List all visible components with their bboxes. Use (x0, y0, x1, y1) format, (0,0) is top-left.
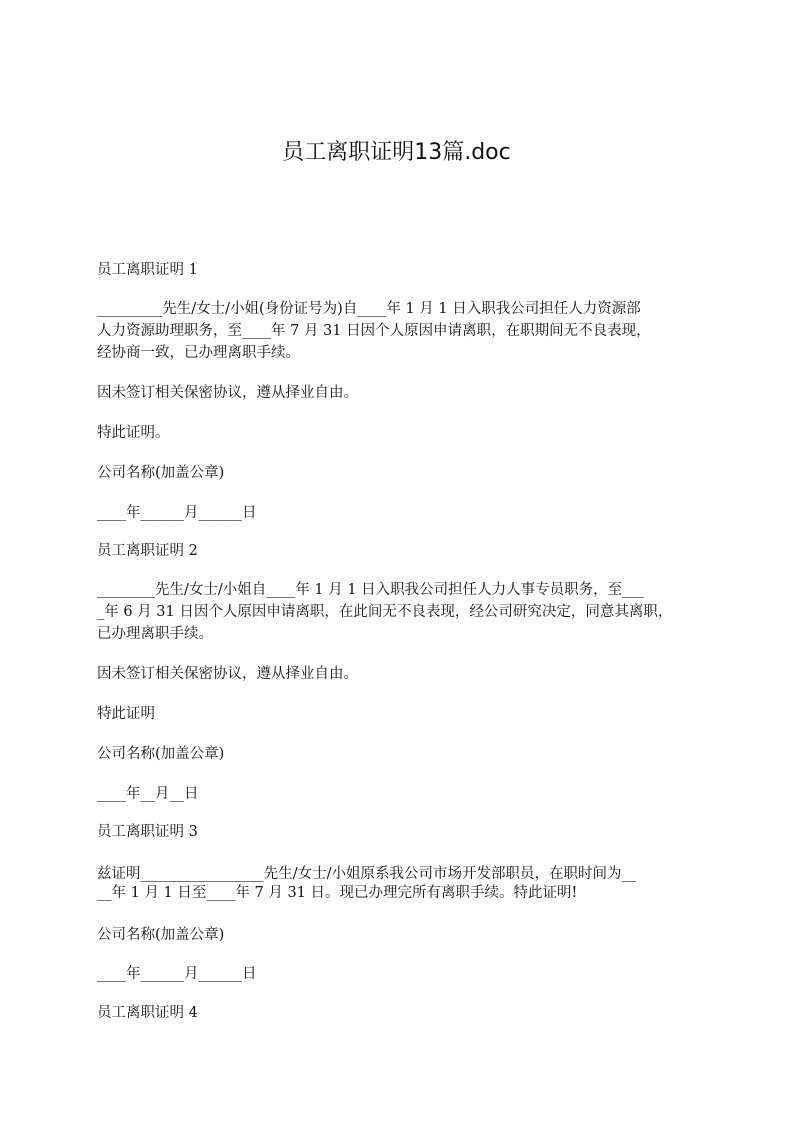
section-heading-1: 员工离职证明 1 (97, 262, 198, 278)
date-line: ____年______月______日 (97, 505, 257, 521)
paragraph-line: 因未签订相关保密协议，遵从择业自由。 (97, 385, 358, 401)
paragraph-line: 兹证明_________________先生/女士/小姐原系我公司市场开发部职员，在职时间为__ (97, 866, 637, 882)
document-title: 员工离职证明13篇.doc (282, 140, 511, 165)
paragraph-line: 因未签订相关保密协议，遵从择业自由。 (97, 666, 358, 682)
section-heading-2: 员工离职证明 2 (97, 543, 198, 559)
company-name-line: 公司名称(加盖公章) (97, 465, 225, 481)
paragraph-line: 特此证明 (97, 706, 155, 722)
paragraph-line: 已办理离职手续。 (97, 626, 213, 642)
section-heading-4: 员工离职证明 4 (97, 1005, 198, 1021)
paragraph-line: _年 6 月 31 日因个人原因申请离职，在此间无不良表现，经公司研究决定，同意其离职， (97, 604, 673, 620)
date-line: ____年______月______日 (97, 966, 257, 982)
section-heading-3: 员工离职证明 3 (97, 824, 198, 840)
company-name-line: 公司名称(加盖公章) (97, 927, 225, 943)
paragraph-line: 经协商一致，已办理离职手续。 (97, 345, 300, 361)
paragraph-line: 特此证明。 (97, 425, 170, 441)
company-name-line: 公司名称(加盖公章) (97, 746, 225, 762)
paragraph-line: _________先生/女士/小姐(身份证号为)自____年 1 月 1 日入职我公司担任人力资源部 (97, 301, 641, 317)
paragraph-line: ________先生/女士/小姐自____年 1 月 1 日入职我公司担任人力人事专员职务，至___ (97, 582, 644, 598)
paragraph-line: 人力资源助理职务，至____年 7 月 31 日因个人原因申请离职，在职期间无不良表现， (97, 323, 651, 339)
paragraph-line: __年 1 月 1 日至____年 7 月 31 日。现已办理完所有离职手续。特此证明! (97, 885, 578, 901)
date-line: ____年__月__日 (97, 786, 199, 802)
